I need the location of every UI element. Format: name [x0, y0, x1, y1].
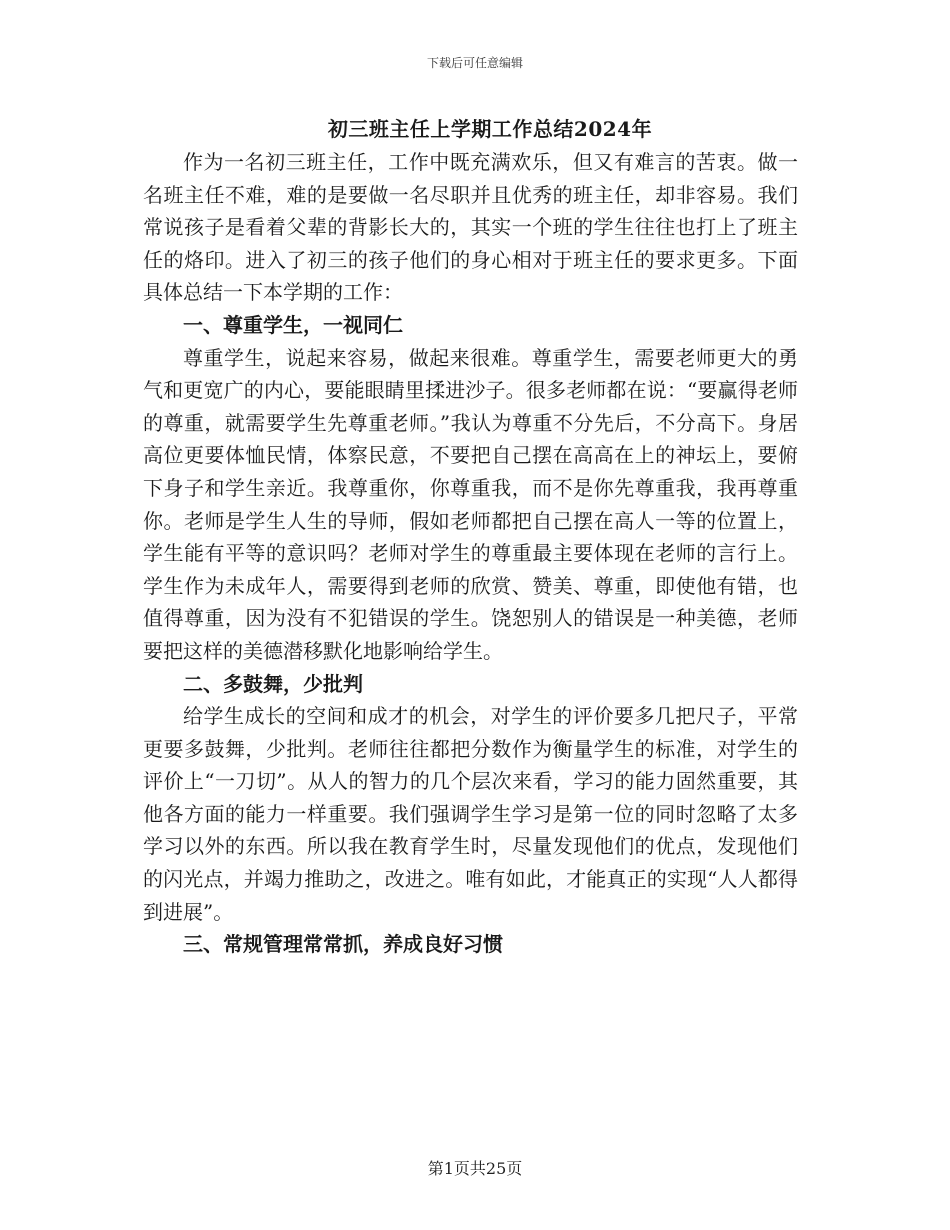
intro-paragraph: 作为一名初三班主任，工作中既充满欢乐，但又有难言的苦衷。做一名班主任不难，难的是要做一名尽职并且优秀的班主任，却非容易。我们常说孩子是看着父辈的背影长大的，其实一个班的学生往往也打上了班主任的烙印。进入了初三的孩子他们的身心相对于班主任的要求更多。下面具体总结一下本学期的工作： [143, 150, 798, 305]
page-number-footer: 第1页共25页 [427, 1159, 523, 1178]
section-heading-2: 二、多鼓舞，少批判 [183, 671, 363, 696]
section-heading-1: 一、尊重学生，一视同仁 [183, 312, 403, 337]
document-title: 初三班主任上学期工作总结2024年 [327, 117, 653, 141]
section-paragraph-2: 给学生成长的空间和成才的机会，对学生的评价要多几把尺子，平常更要多鼓舞，少批判。老师往往都把分数作为衡量学生的标准，对学生的评价上“一刀切”。从人的智力的几个层次来看，学习的能力固然重要，其他各方面的能力一样重要。我们强调学生学习是第一位的同时忽略了太多学习以外的东西。所以我在教育学生时，尽量发现他们的优点，发现他们的闪光点，并竭力推助之，改进之。唯有如此，才能真正的实现“人人都得到进展”。 [143, 704, 798, 924]
section-heading-3: 三、常规管理常常抓，养成良好习惯 [183, 932, 503, 957]
section-paragraph-1: 尊重学生，说起来容易，做起来很难。尊重学生，需要老师更大的勇气和更宽广的内心，要能眼睛里揉进沙子。很多老师都在说：“要赢得老师的尊重，就需要学生先尊重老师。”我认为尊重不分先后，不分高下。身居高位更要体恤民情，体察民意，不要把自己摆在高高在上的神坛上，要俯下身子和学生亲近。我尊重你，你尊重我，而不是你先尊重我，我再尊重你。老师是学生人生的导师，假如老师都把自己摆在高人一等的位置上，学生能有平等的意识吗？老师对学生的尊重最主要体现在老师的言行上。学生作为未成年人，需要得到老师的欣赏、赞美、尊重，即使他有错，也值得尊重，因为没有不犯错误的学生。饶恕别人的错误是一种美德，老师要把这样的美德潜移默化地影响给学生。 [143, 345, 798, 663]
document-body [143, 146, 798, 961]
header-note: 下载后可任意编辑 [426, 56, 523, 70]
